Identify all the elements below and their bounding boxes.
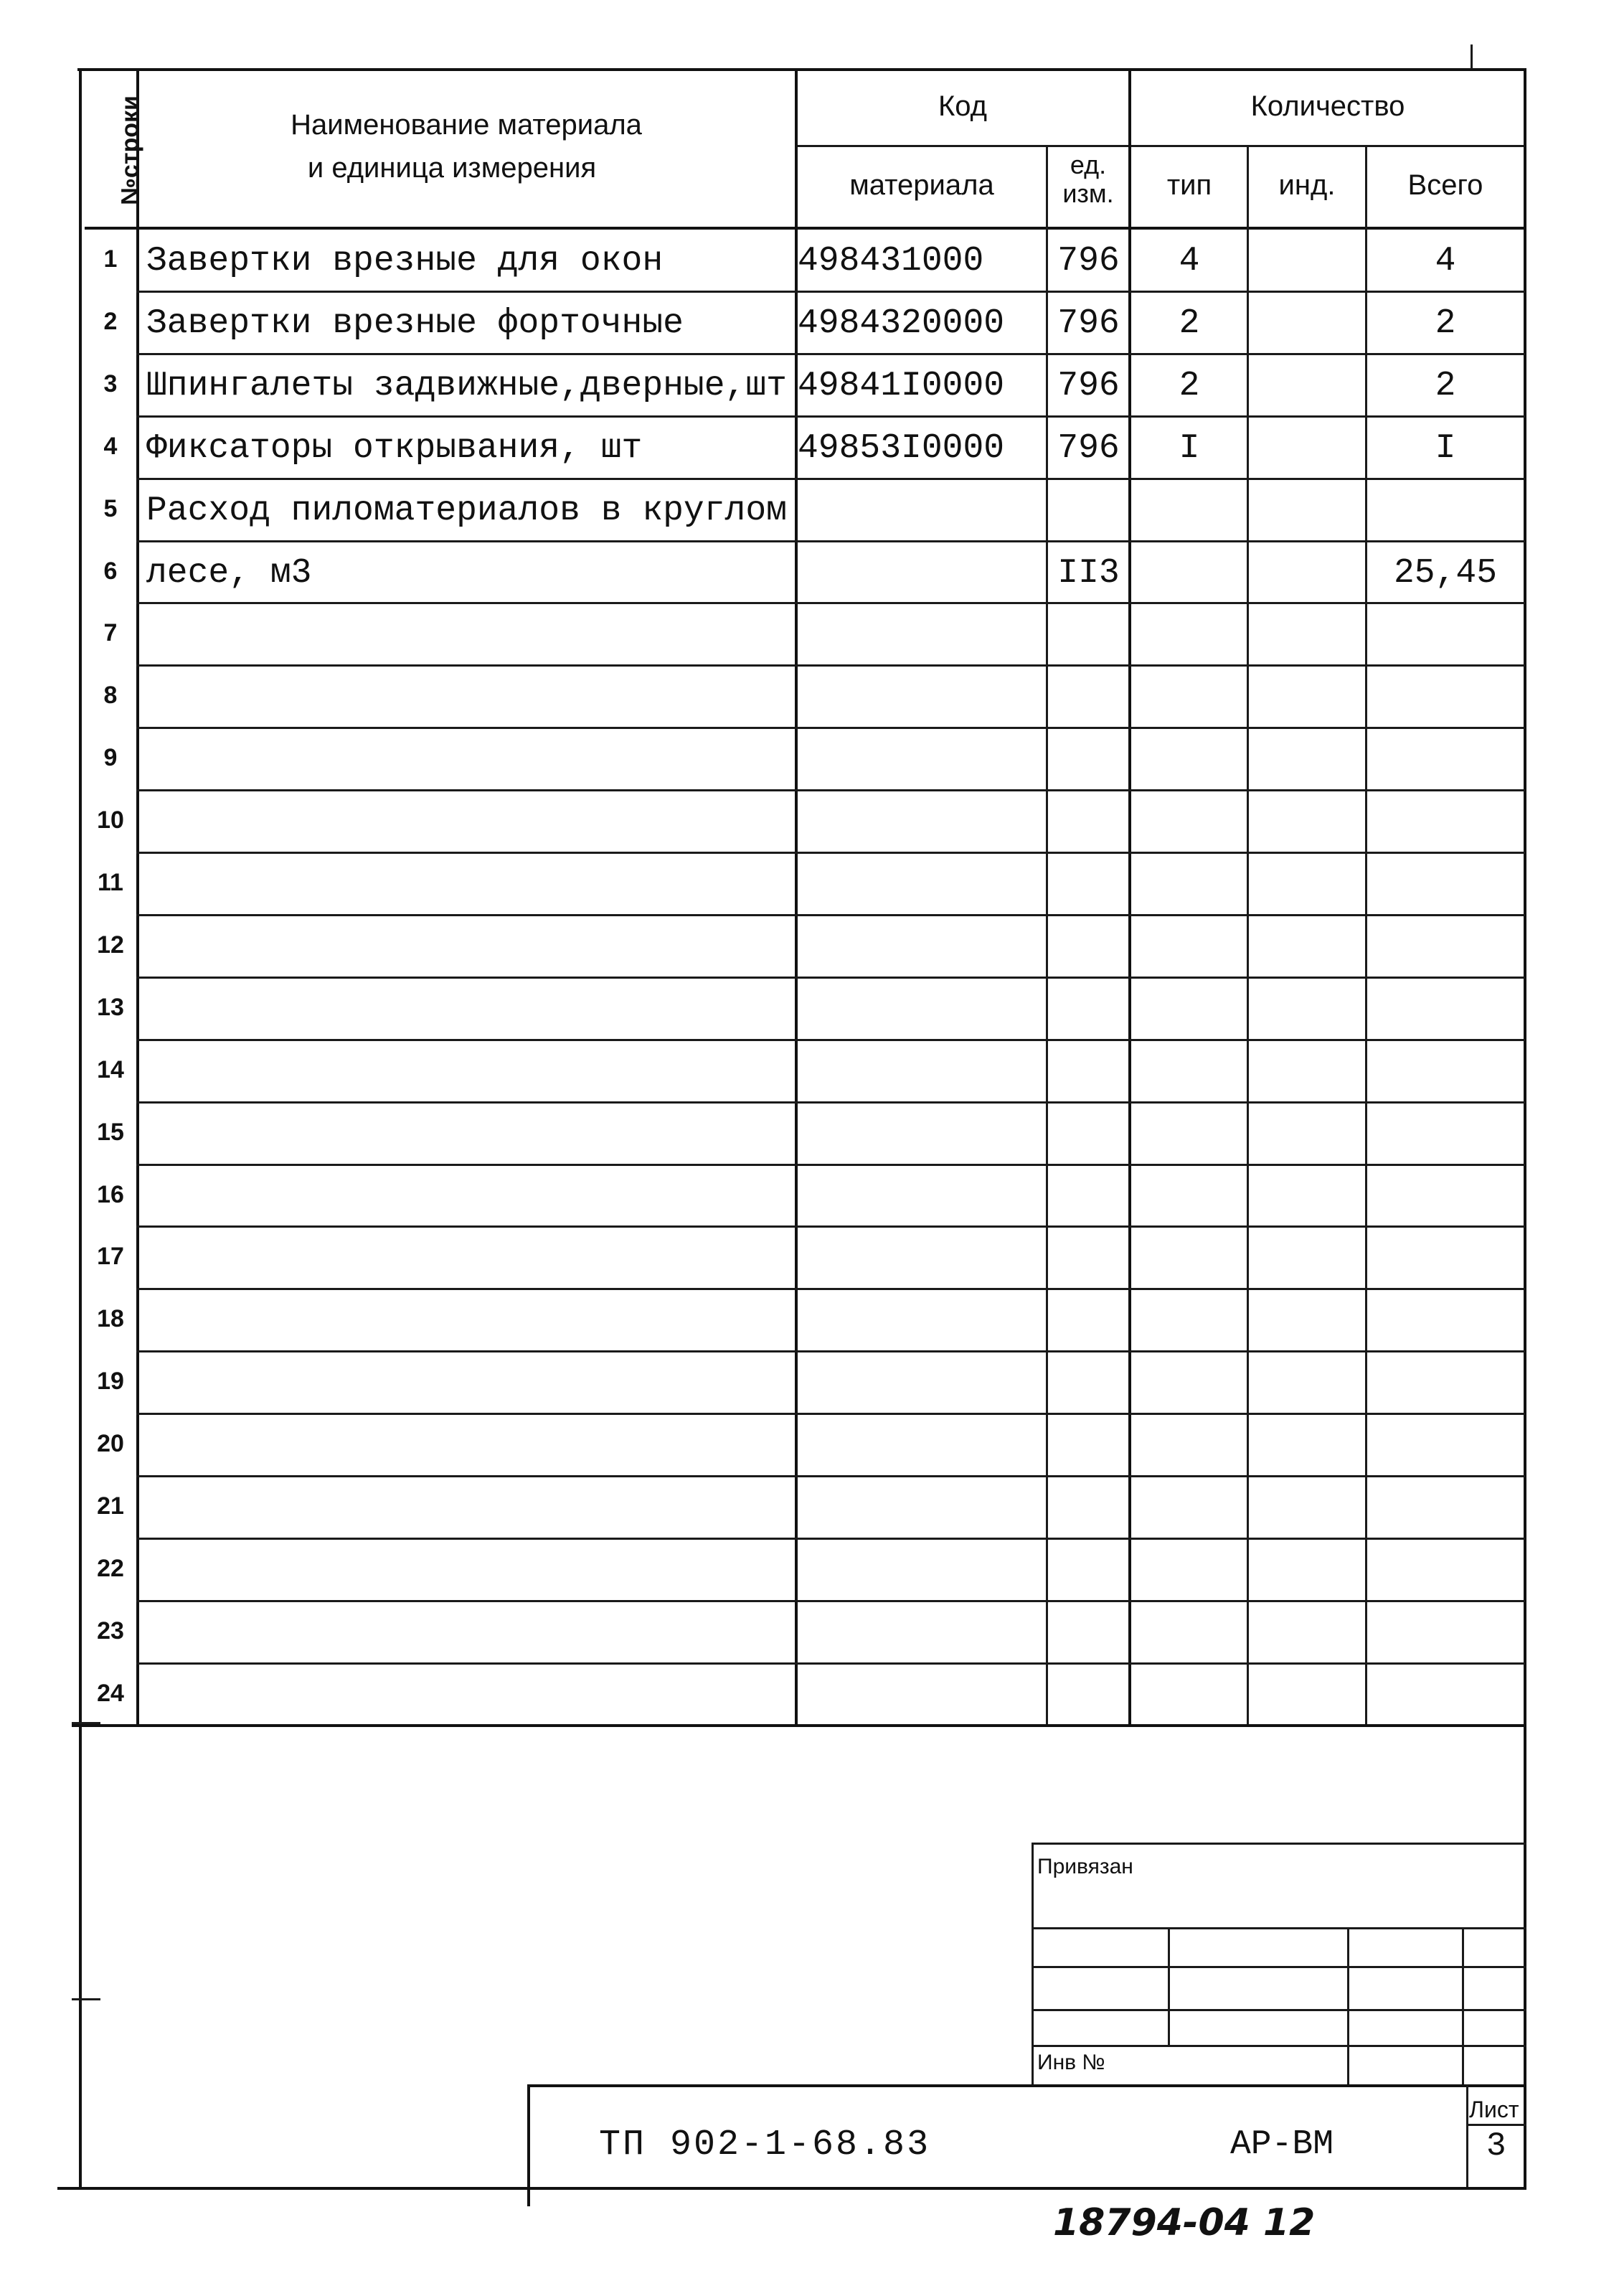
header-code-group: Код	[938, 90, 987, 122]
row-number: 5	[103, 494, 118, 522]
stamp-line-4	[1032, 2045, 1526, 2047]
row-number: 11	[98, 869, 123, 896]
stamp-top-border	[1032, 1843, 1526, 1845]
row-number: 3	[103, 370, 118, 397]
row-name: Расход пиломатериалов в круглом	[146, 491, 787, 530]
row-divider	[136, 914, 1525, 916]
row-number: 24	[97, 1679, 124, 1707]
row-code: 49841I0000	[798, 366, 1005, 405]
header-qty-type: тип	[1166, 169, 1212, 201]
row-number: 9	[103, 744, 118, 772]
row-divider	[136, 540, 1525, 542]
row-name: Завертки врезные форточные	[146, 304, 684, 343]
header-qty-group: Количество	[1250, 90, 1405, 122]
row-name: Завертки врезные для окон	[146, 242, 664, 281]
row-name: Фиксаторы открывания, шт	[146, 428, 643, 468]
margin-mark-top	[1471, 44, 1473, 69]
header-sub-divider	[795, 145, 1526, 147]
border-right	[1524, 68, 1526, 2188]
header-row-number: №строки	[116, 95, 144, 205]
row-divider	[136, 602, 1525, 604]
row-number: 2	[103, 307, 118, 335]
stamp-privyazan: Привязан	[1037, 1855, 1133, 1878]
stamp-inv-no: Инв №	[1037, 2051, 1105, 2074]
row-divider	[136, 1288, 1525, 1290]
row-divider	[136, 727, 1525, 729]
row-number: 18	[97, 1305, 124, 1333]
row-unit: 796	[1057, 366, 1120, 405]
stamp-line-2	[1032, 1966, 1526, 1968]
row-number: 12	[97, 931, 124, 959]
col-divider-type	[1247, 145, 1249, 1726]
row-number: 15	[97, 1118, 124, 1146]
table-top-border	[77, 68, 1526, 71]
row-divider	[136, 1662, 1525, 1665]
row-type: I	[1179, 428, 1200, 468]
row-number: 7	[103, 619, 118, 647]
title-box-sheet-divider	[1466, 2084, 1468, 2188]
row-divider	[136, 1475, 1525, 1477]
row-divider	[136, 1164, 1525, 1166]
row-divider	[136, 415, 1525, 418]
table-bottom-border	[72, 1724, 1526, 1727]
row-number: 1	[103, 245, 118, 273]
row-divider	[136, 478, 1525, 480]
sheet-number: 3	[1486, 2127, 1506, 2165]
header-code-material: материала	[849, 169, 994, 201]
row-code: 4984320000	[798, 304, 1005, 343]
stamp-left-border	[1032, 1843, 1034, 2086]
row-total: 25,45	[1393, 553, 1498, 593]
row-unit: 796	[1057, 304, 1120, 343]
section-code: АР-ВМ	[1230, 2125, 1334, 2164]
row-unit: II3	[1057, 553, 1120, 593]
row-number: 13	[97, 993, 124, 1021]
row-total: I	[1435, 428, 1456, 468]
stamp-col-1	[1168, 1927, 1170, 2045]
row-divider	[136, 1225, 1525, 1228]
header-name-line1: Наименование материала	[291, 109, 642, 141]
row-divider	[136, 1101, 1525, 1104]
row-divider	[136, 291, 1525, 293]
page-bottom-border	[57, 2187, 1526, 2190]
row-code: 498431000	[798, 242, 984, 281]
footer-note: 18794-04 12	[1053, 2201, 1316, 2244]
row-divider	[136, 1413, 1525, 1415]
header-qty-total: Всего	[1407, 169, 1483, 201]
row-name: лесе, м3	[146, 553, 312, 593]
row-number: 17	[97, 1243, 124, 1271]
margin-mark-left-2	[72, 1998, 100, 2000]
row-number: 4	[103, 432, 118, 460]
header-code-unit: ед. изм.	[1062, 150, 1114, 208]
row-divider	[136, 1600, 1525, 1602]
row-type: 4	[1179, 242, 1200, 281]
row-type: 2	[1179, 366, 1200, 405]
header-qty-ind: инд.	[1278, 169, 1336, 201]
row-divider	[136, 664, 1525, 667]
row-type: 2	[1179, 304, 1200, 343]
row-total: 4	[1435, 242, 1456, 281]
row-number: 14	[97, 1055, 124, 1083]
title-box-sheet-line	[1466, 2124, 1526, 2126]
stamp-line-1	[1032, 1927, 1526, 1929]
doc-code: ТП 902-1-68.83	[599, 2125, 931, 2165]
row-number: 23	[97, 1617, 124, 1645]
row-divider	[136, 1039, 1525, 1041]
row-code: 49853I0000	[798, 428, 1005, 468]
row-number: 10	[97, 806, 124, 834]
header-name-line2: и единица измерения	[307, 152, 597, 184]
row-total: 2	[1435, 366, 1456, 405]
stamp-line-3	[1032, 2009, 1526, 2011]
row-divider	[136, 789, 1525, 791]
row-number: 19	[97, 1368, 124, 1396]
title-box-top	[527, 2084, 1526, 2087]
stamp-col-3	[1462, 1927, 1464, 2086]
row-divider	[136, 1350, 1525, 1352]
row-number: 21	[97, 1492, 124, 1520]
row-number: 20	[97, 1430, 124, 1458]
col-divider-ind	[1365, 145, 1367, 1726]
row-number: 6	[103, 557, 118, 585]
margin-mark-left-1	[72, 1722, 100, 1724]
row-divider	[136, 977, 1525, 979]
row-unit: 796	[1057, 242, 1120, 281]
col-divider-code	[1046, 145, 1048, 1726]
row-divider	[136, 1538, 1525, 1540]
row-divider	[136, 852, 1525, 854]
header-bottom-border	[85, 227, 1526, 230]
row-number: 16	[97, 1180, 124, 1208]
row-divider	[136, 353, 1525, 355]
stamp-col-2	[1347, 1927, 1349, 2086]
row-name: Шпингалеты задвижные,дверные,шт	[146, 366, 787, 405]
row-number: 8	[103, 682, 118, 710]
row-total: 2	[1435, 304, 1456, 343]
sheet-label: Лист	[1469, 2097, 1519, 2122]
row-number: 22	[97, 1554, 124, 1582]
row-unit: 796	[1057, 428, 1120, 468]
